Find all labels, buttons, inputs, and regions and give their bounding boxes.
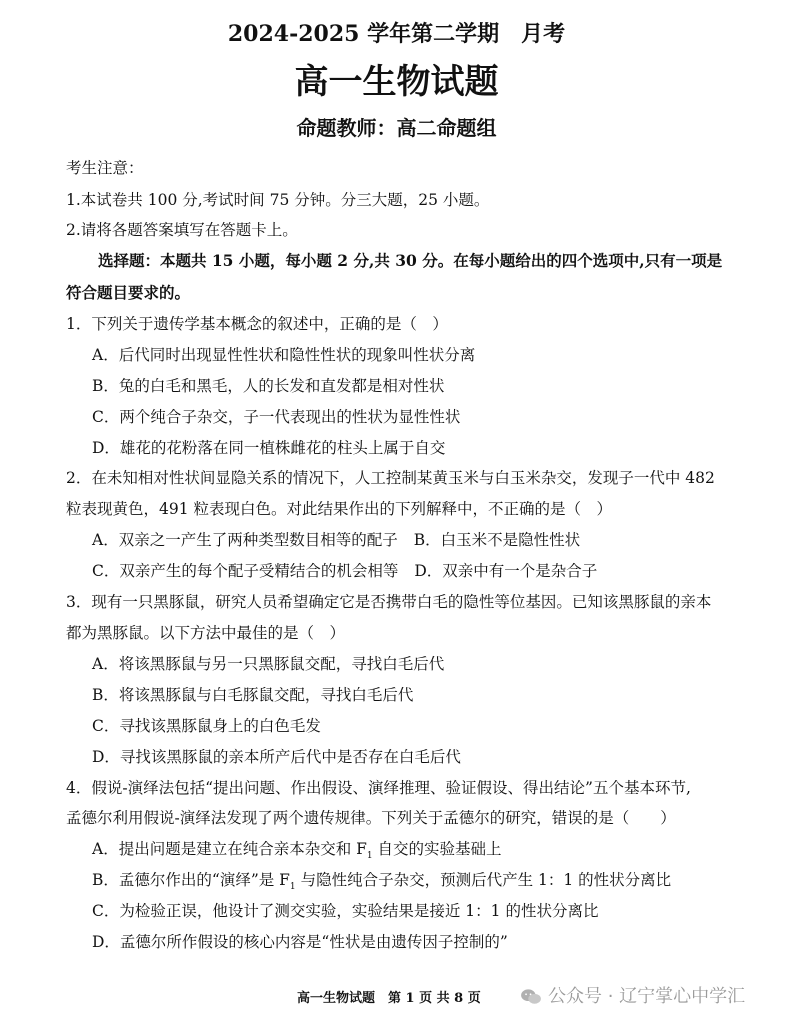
watermark	[520, 982, 745, 1008]
notice-item-2: 2.请将各题答案填写在答题卡上。	[66, 221, 298, 239]
setter-line: 命题教师：高二命题组	[296, 116, 497, 140]
question-1-option-c: C．两个纯合子杂交，子一代表现出的性状为显性性状	[92, 408, 461, 426]
question-2-option-d: D．双亲中有一个是杂合子	[414, 562, 598, 580]
watermark-text: 公众号 · 辽宁掌心中学汇	[548, 986, 746, 1007]
question-3-option-b: B．将该黑豚鼠与白毛豚鼠交配，寻找白毛后代	[92, 686, 414, 704]
question-2-option-a: A．双亲之一产生了两种类型数目相等的配子	[92, 531, 398, 549]
question-3-option-d: D．寻找该黑豚鼠的亲本所产后代中是否存在白毛后代	[92, 748, 461, 766]
option-b-text-tail: 与隐性纯合子杂交，预测后代产生 1：1 的性状分离比	[295, 871, 672, 889]
page-footer: 高一生物试题 第 1 页 共 8 页	[297, 991, 481, 1006]
notice-item-1: 1.本试卷共 100 分,考试时间 75 分钟。分三大题，25 小题。	[66, 191, 490, 209]
question-4-stem-line-2: 孟德尔利用假说-演绎法发现了两个遗传规律。下列关于孟德尔的研究，错误的是（ ）	[66, 809, 676, 827]
notice-label: 考生注意：	[66, 159, 144, 177]
question-2-option-c: C．双亲产生的每个配子受精结合的机会相等	[92, 562, 399, 580]
question-4-option-b	[92, 870, 671, 897]
question-4-option-c: C．为检验正误，他设计了测交实验，实验结果是接近 1：1 的性状分离比	[92, 902, 599, 920]
option-a-text: A．提出问题是建立在纯合亲本杂交和 F	[92, 840, 367, 858]
question-1-stem: 1．下列关于遗传学基本概念的叙述中，正确的是（ ）	[66, 315, 448, 333]
option-a-text-tail: 自交的实验基础上	[372, 840, 502, 858]
option-b-subscript: 1	[289, 882, 296, 893]
wechat-icon	[520, 988, 542, 1006]
question-2-option-b: B．白玉米不是隐性性状	[413, 531, 581, 549]
question-4-stem-line-1: 4．假说-演绎法包括“提出问题、作出假设、演绎推理、验证假设、得出结论”五个基本环节,	[66, 779, 691, 797]
question-2-options-row-2	[92, 561, 597, 581]
question-2-stem-line-2: 粒表现黄色，491 粒表现白色。对此结果作出的下列解释中，不正确的是（ ）	[66, 500, 613, 518]
question-2-stem-line-1: 2．在未知相对性状间显隐关系的情况下，人工控制某黄玉米与白玉米杂交，发现子一代中 482	[66, 469, 715, 487]
question-4-option-a	[92, 839, 502, 866]
exam-term-heading: 2024-2025 学年第二学期 月考	[227, 21, 566, 47]
option-b-text: B．孟德尔作出的“演绎”是 F	[92, 871, 290, 889]
page-title: 高一生物试题	[294, 62, 499, 102]
question-3-stem-line-2: 都为黑豚鼠。以下方法中最佳的是（ ）	[66, 624, 346, 642]
option-a-subscript: 1	[366, 851, 373, 862]
question-1-option-a: A．后代同时出现显性性状和隐性性状的现象叫性状分离	[92, 346, 476, 364]
question-4-option-d: D．孟德尔所作假设的核心内容是“性状是由遗传因子控制的”	[92, 933, 508, 951]
section-instruction-line-1: 选择题：本题共 15 小题，每小题 2 分,共 30 分。在每小题给出的四个选项中,只有一项是	[98, 251, 723, 270]
question-1-option-b: B．兔的白毛和黑毛，人的长发和直发都是相对性状	[92, 377, 445, 395]
question-3-stem-line-1: 3．现有一只黑豚鼠，研究人员希望确定它是否携带白毛的隐性等位基因。已知该黑豚鼠的亲本	[66, 593, 712, 611]
question-2-options-row-1	[92, 530, 580, 550]
question-3-option-a: A．将该黑豚鼠与另一只黑豚鼠交配，寻找白毛后代	[92, 655, 445, 673]
section-instruction-line-2: 符合题目要求的。	[66, 283, 191, 302]
question-3-option-c: C．寻找该黑豚鼠身上的白色毛发	[92, 717, 321, 735]
question-1-option-d: D．雄花的花粉落在同一植株雌花的柱头上属于自交	[92, 439, 446, 457]
